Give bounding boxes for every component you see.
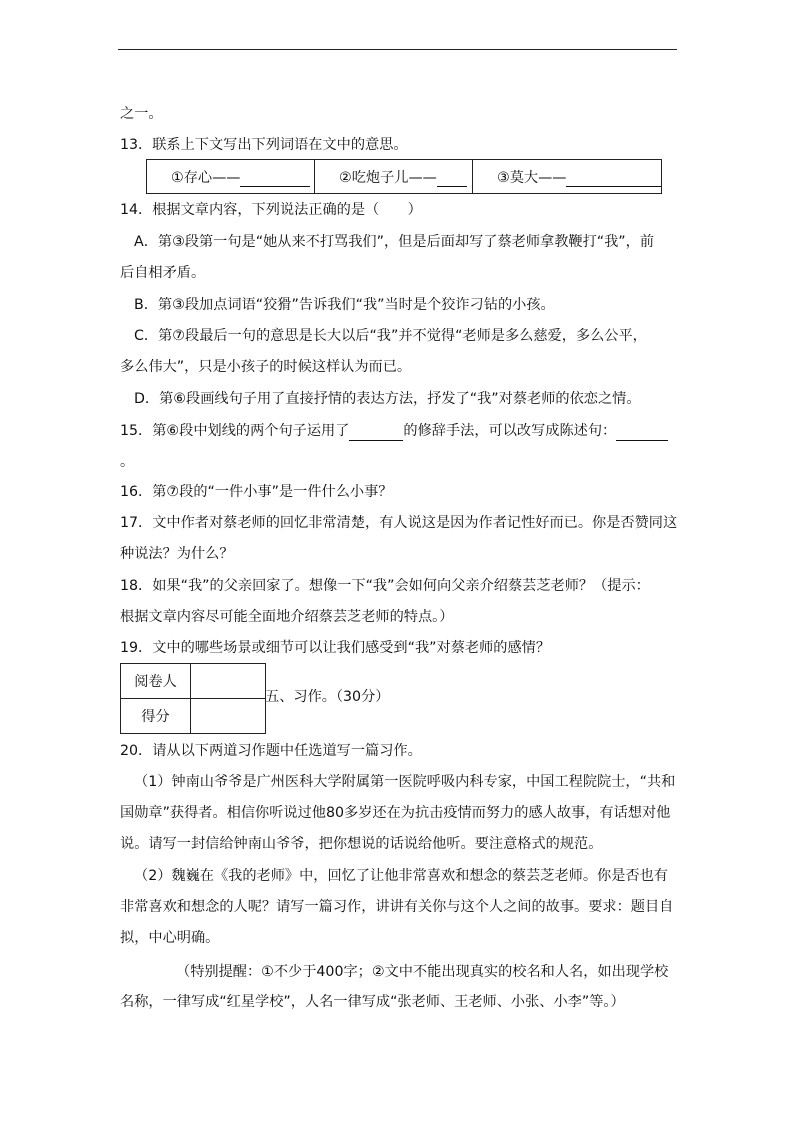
answer-blank[interactable] — [349, 425, 403, 441]
question-13: 13．联系上下文写出下列词语在文中的意思。 — [120, 137, 408, 153]
answer-blank[interactable] — [240, 171, 310, 187]
header-rule — [118, 49, 677, 50]
section-5-heading: 五、习作。（30分） — [265, 689, 390, 705]
question-14: 14．根据文章内容，下列说法正确的是（ ） — [120, 202, 422, 218]
question-18-line2: 根据文章内容尽可能全面地介绍蔡芸芝老师的特点。） — [120, 609, 454, 625]
question-19: 19．文中的哪些场景或细节可以让我们感受到“我”对蔡老师的感情？ — [120, 640, 551, 656]
question-16: 16．第⑦段的“一件小事”是一件什么小事？ — [120, 484, 393, 500]
question-18-line1: 18．如果“我”的父亲回家了。想像一下“我”会如何向父亲介绍蔡芸芝老师？（提示： — [120, 578, 650, 594]
score-cell[interactable] — [191, 699, 266, 734]
vocab-item-1: ①存心—— — [147, 160, 315, 194]
prompt-2-line3: 拟，中心明确。 — [120, 930, 220, 946]
reviewer-label: 阅卷人 — [121, 664, 191, 699]
vocab-item-2: ②吃炮子儿—— — [315, 160, 473, 194]
continuation-text: 之一。 — [120, 106, 163, 122]
prompt-1-line1: （1）钟南山爷爷是广州医科大学附属第一医院呼吸内科专家，中国工程院院士，“共和 — [134, 774, 676, 790]
option-c-line2: 多么伟大”，只是小孩子的时候这样认为而已。 — [120, 359, 412, 375]
prompt-2-line2: 非常喜欢和想念的人呢？请写一篇习作，讲讲有关你与这个人之间的故事。要求：题目自 — [120, 899, 674, 915]
score-label: 得分 — [121, 699, 191, 734]
question-17-line2: 种说法？为什么？ — [120, 546, 234, 562]
question-15: 15．第⑥段中划线的两个句子运用了 的修辞手法，可以改写成陈述句： — [120, 421, 668, 441]
score-table — [120, 663, 266, 734]
option-a-line1: A．第③段第一句是“她从来不打骂我们”，但是后面却写了蔡老师拿教鞭打“我”，前 — [134, 234, 655, 250]
special-note-line1: （特别提醒：①不少于400字；②文中不能出现真实的校名和人名，如出现学校 — [176, 964, 669, 980]
answer-blank[interactable] — [437, 171, 467, 187]
special-note-line2: 名称，一律写成“红星学校”，人名一律写成“张老师、王老师、小张、小李”等。） — [120, 994, 625, 1010]
answer-blank[interactable] — [566, 171, 661, 187]
prompt-2-line1: （2）魏巍在《我的老师》中，回忆了让他非常喜欢和想念的蔡芸芝老师。你是否也有 — [134, 868, 668, 884]
option-b: B．第③段加点词语“狡猾”告诉我们“我”当时是个狡诈刁钻的小孩。 — [134, 297, 555, 313]
question-15-end: 。 — [120, 454, 135, 470]
reviewer-cell[interactable] — [191, 664, 266, 699]
vocab-table — [146, 159, 662, 194]
prompt-1-line2: 国勋章”获得者。相信你听说过他80多岁还在为抗击疫情而努力的感人故事，有话想对他 — [120, 805, 671, 821]
answer-blank[interactable] — [616, 425, 668, 441]
option-d: D．第⑥段画线句子用了直接抒情的表达方法，抒发了“我”对蔡老师的依恋之情。 — [134, 391, 641, 407]
prompt-1-line3: 说。请写一封信给钟南山爷爷，把你想说的话说给他听。要注意格式的规范。 — [120, 836, 603, 852]
vocab-item-3: ③莫大—— — [473, 160, 662, 194]
option-c-line1: C．第⑦段最后一句的意思是长大以后“我”并不觉得“老师是多么慈爱，多么公平， — [134, 328, 647, 344]
question-17-line1: 17．文中作者对蔡老师的回忆非常清楚，有人说这是因为作者记性好而已。你是否赞同这 — [120, 515, 678, 531]
option-a-line2: 后自相矛盾。 — [120, 265, 206, 281]
question-20: 20．请从以下两道习作题中任选道写一篇习作。 — [120, 743, 422, 759]
